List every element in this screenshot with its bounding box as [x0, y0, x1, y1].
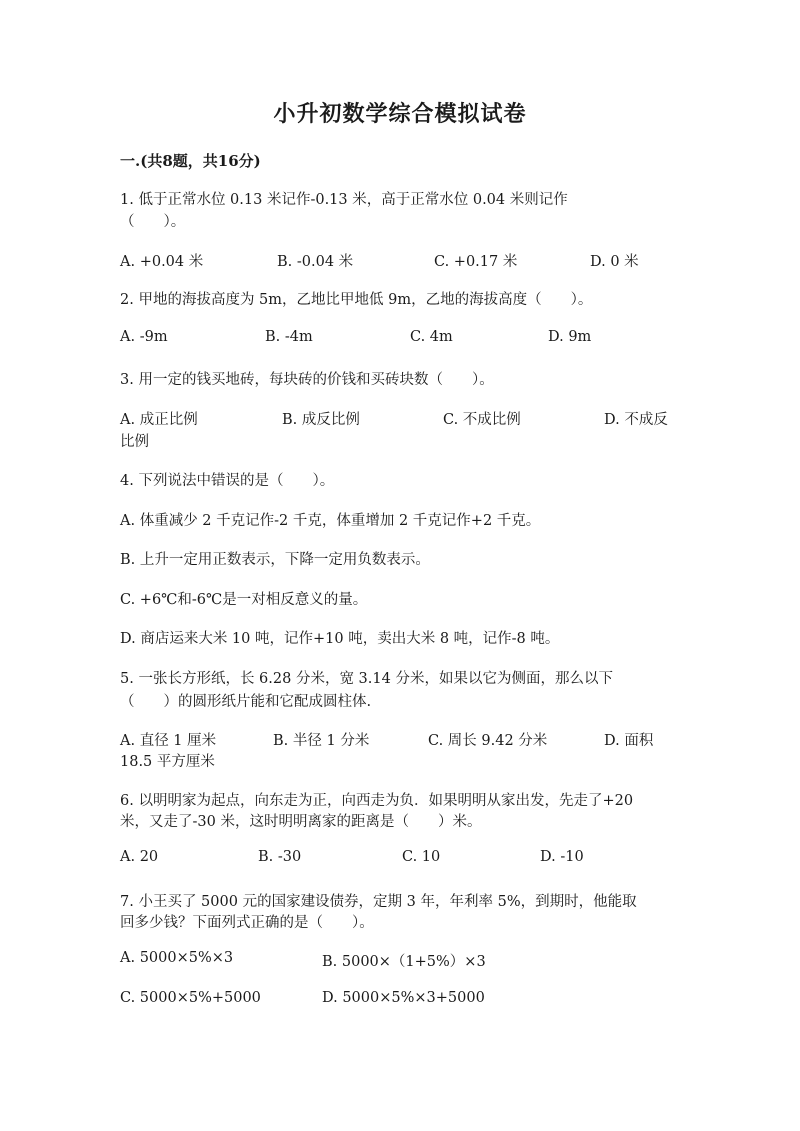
question-3-option-d-wrap: 比例	[120, 434, 149, 450]
question-3-option-b: B. 成反比例	[282, 412, 360, 428]
section-heading: 一.(共8题，共16分)	[120, 152, 261, 170]
question-4-option-b: B. 上升一定用正数表示，下降一定用负数表示。	[120, 552, 430, 568]
question-1-option-a: A. +0.04 米	[120, 254, 204, 270]
question-3-option-a: A. 成正比例	[120, 412, 198, 428]
question-6-option-a: A. 20	[120, 849, 159, 865]
question-1-option-b: B. -0.04 米	[277, 254, 354, 270]
question-7-option-d: D. 5000×5%×3+5000	[322, 990, 485, 1006]
question-3-option-c: C. 不成比例	[443, 412, 521, 428]
question-6-option-c: C. 10	[402, 849, 441, 865]
question-4-option-a: A. 体重减少 2 千克记作-2 千克，体重增加 2 千克记作+2 千克。	[120, 513, 541, 529]
page-title: 小升初数学综合模拟试卷	[273, 101, 527, 127]
question-2-option-b: B. -4m	[265, 329, 313, 345]
question-4-option-d: D. 商店运来大米 10 吨，记作+10 吨，卖出大米 8 吨，记作-8 吨。	[120, 631, 560, 647]
question-1-line-1: 1. 低于正常水位 0.13 米记作-0.13 米，高于正常水位 0.04 米则记作	[120, 192, 568, 208]
question-5-line-1: 5. 一张长方形纸，长 6.28 分米，宽 3.14 分米，如果以它为侧面，那么以下	[120, 671, 613, 687]
question-4-option-c: C. +6℃和-6℃是一对相反意义的量。	[120, 592, 368, 608]
question-3-option-d: D. 不成反	[604, 412, 668, 428]
question-6-line-1: 6. 以明明家为起点，向东走为正，向西走为负．如果明明从家出发，先走了+20	[120, 793, 634, 809]
question-1-option-c: C. +0.17 米	[434, 254, 518, 270]
question-7-line-2: 回多少钱？下面列式正确的是（ ）。	[120, 915, 374, 931]
question-4-line-1: 4. 下列说法中错误的是（ ）。	[120, 473, 335, 489]
question-7-option-c: C. 5000×5%+5000	[120, 990, 261, 1006]
question-2-option-d: D. 9m	[548, 329, 592, 345]
question-2-line-1: 2. 甲地的海拔高度为 5m，乙地比甲地低 9m，乙地的海拔高度（ ）。	[120, 292, 593, 308]
question-6-option-b: B. -30	[258, 849, 302, 865]
question-3-line-1: 3. 用一定的钱买地砖，每块砖的价钱和买砖块数（ ）。	[120, 372, 494, 388]
question-7-line-1: 7. 小王买了 5000 元的国家建设债券，定期 3 年，年利率 5%，到期时，他能取	[120, 894, 637, 910]
question-7-option-a: A. 5000×5%×3	[120, 950, 234, 966]
question-2-option-c: C. 4m	[410, 329, 453, 345]
question-1-line-2: （ ）。	[120, 214, 186, 230]
question-5-option-d: D. 面积	[604, 733, 654, 749]
question-5-option-a: A. 直径 1 厘米	[120, 733, 217, 749]
question-7-option-b: B. 5000×（1+5%）×3	[322, 954, 486, 970]
question-6-line-2: 米，又走了-30 米，这时明明离家的距离是（ ）米。	[120, 814, 482, 830]
question-2-option-a: A. -9m	[120, 329, 168, 345]
question-1-option-d: D. 0 米	[590, 254, 639, 270]
question-5-option-b: B. 半径 1 分米	[273, 733, 370, 749]
question-5-line-2: （ ）的圆形纸片能和它配成圆柱体.	[120, 694, 372, 710]
question-6-option-d: D. -10	[540, 849, 584, 865]
question-5-option-c: C. 周长 9.42 分米	[428, 733, 548, 749]
question-5-option-d-wrap: 18.5 平方厘米	[120, 754, 215, 770]
